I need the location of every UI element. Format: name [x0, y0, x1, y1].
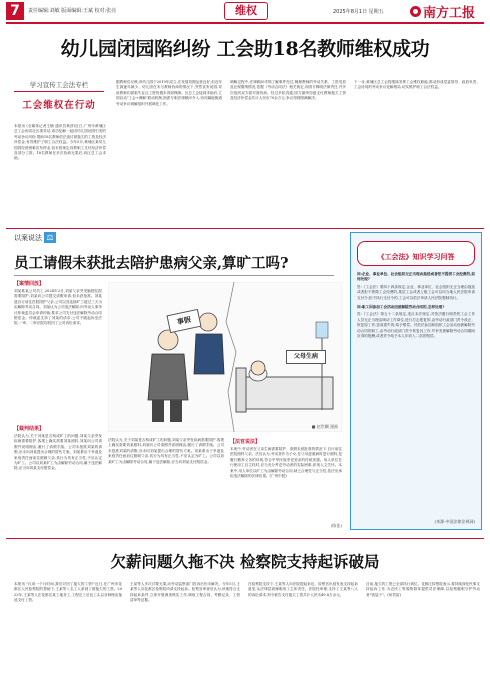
- paper-logo: [410, 3, 475, 19]
- kicker-label: 以案说法: [14, 233, 42, 242]
- story3-col1: 本报讯 "仅用一个月时间,我们讨回了拖欠的工资!"近日,在广州市花都区人民检察院的帮助下,王某等八名工人拿到了被拖欠的工资。2023年,王某等人在花都区某工地务工,工程完工后包工头以各种理由拖延支付工资。: [14, 582, 122, 603]
- column-kicker: 学习宣传工会法专栏: [14, 80, 104, 92]
- qa-q1: 问:企业、事业单位、社会组织无正当理由拖延或者拒不提供工会经费的,如何处理?: [357, 272, 475, 282]
- sign-parent-ill: 父母生病: [286, 350, 326, 364]
- cartoon-credit: ■ 赵世麟 漫画: [311, 424, 338, 429]
- story3-top-rule: [6, 538, 484, 539]
- masthead: [0, 0, 490, 24]
- story1-col3: 调解过程中,法律顾问详细了解事件经过,梳理教师的劳动关系、工资发放及社保缴纳情况,依据《劳动合同法》相关规定,向园方释明法律责任,并多次组织双方面对面协商。经过多轮沟通,园方最终同意支付教师拖欠工资及经济补偿金共计人民币70余万元,争议得到圆满解决。: [230, 80, 346, 101]
- story2-left-col: [14, 280, 102, 530]
- qa-box-title: [357, 241, 475, 266]
- sign-leave: 事假: [166, 309, 201, 333]
- paper-name: 南方工报: [423, 5, 476, 21]
- qa-box: [350, 232, 482, 530]
- story1-col1: 本报讯 (全媒体记者王楠 通讯员黄淳)近日,广州市黄埔区总工会协同社区指导站,成功化解一起因幼儿园闭园引发的劳动争议纠纷,帮助18名教师依法追讨被拖欠的工资及经济补偿金,有效维护了职工合法权益。今年5月,黄埔区某幼儿园因经营困难宣布停业,但未按规定向教职工支付经济补偿及部分工资。18名教师在多次协商无果后,向区总工会求助。: [14, 124, 106, 161]
- judgement-text: 法院认为,关于刘某是否构成旷工的问题,刘某父亲突发疾病需要陪护,客观上确实需要刘某照料,刘某向公司请假并说明理由,履行了请假手续。公司未批准刘某的请假,亦未向刘某提出合理的替代方案。刘某系出于孝道及家庭责任而前往照顾父亲,其行为具有正当性,不应认定为旷工。公司以刘某旷工为由解除劳动合同,属于违法解除,应当向刘某支付赔偿金。: [14, 434, 102, 471]
- story3-headline: 欠薪问题久拖不决 检察院支持起诉破局: [110, 552, 380, 571]
- logo-icon: [410, 6, 421, 17]
- qa-a1: 答:《工会法》第四十四条规定,企业、事业单位、社会组织无正当理由拖延或者拒不拨缴工会经费的,基层工会或者上级工会可以向当地人民法院申请支付令;拒不执行支付令的,工会可以依法申请人民法院强制执行。: [357, 284, 475, 300]
- story3-col4: 目前,拖欠的工资已全部执行到位。花都区检察院表示,将持续深化民事支持起诉工作,为农民工等弱势群体提供司法保障,以检察履职守护劳动者"钱袋子"。(何君裕): [366, 582, 480, 597]
- editors-line: 责任编辑:刘敏 版面编辑:王斌 校对:张亮: [28, 8, 117, 14]
- story1-kicker-box: [14, 80, 104, 120]
- issue-date: 2025年8月1日 星期五: [333, 9, 384, 15]
- story1-headline: 幼儿园闭园陷纠纷 工会助18名教师维权成功: [60, 38, 430, 60]
- story1-col2: 据教师们反映,该幼儿园于2019年成立,在发展初期运营良好,但近年生源逐年减少。幼儿园在未与教师协商的情况下,突然宣布闭园,导致教师们面临失业且工资待遇未得到保障。区总工会接到求助后,立即启动"工会+调解"联动机制,指派专职法律顾问介入,协同属地街道劳动争议调解组织开展调处工作。: [116, 80, 222, 106]
- story2-headline-rule: [14, 275, 334, 276]
- page-number-badge: 7: [6, 2, 24, 20]
- qa-box-title-text: 《工会法》知识学习问答: [377, 252, 455, 261]
- story2-right-col: [230, 438, 342, 530]
- qa-q2: 问:职工因参加工会活动而被解除劳动合同的,怎样处理?: [357, 305, 445, 310]
- story3-col3: 在检察院支持下,王某等人向法院提起诉讼。检察官出庭发表支持起诉意见,从法律层面阐明用工主体责任。法院经审理,支持了王某等八人的诉讼请求,判令被告支付拖欠工资共计人民币49.8万余元。: [248, 582, 358, 597]
- column-subtitle: 工会维权在行动: [22, 100, 96, 111]
- story2-byline: (陈佳): [330, 523, 342, 528]
- story1-col4: 下一步,黄埔区总工会将继续发挥工会维权职能,推动形成党委领导、政府负责、工会协同的劳动争议化解格局,切实维护职工合法权益。: [354, 80, 480, 90]
- story2-top-rule: [6, 228, 484, 229]
- judgement-text-cont: 法院认为,关于刘某是否构成旷工的问题,刘某父亲突发疾病需要陪护,客观上确实需要刘某照料,刘某向公司请假并说明理由,履行了请假手续。公司未批准刘某的请假,亦未向刘某提出合理的替代方案。刘某系出于孝道及家庭责任而前往照顾父亲,其行为具有正当性,不应认定为旷工。公司以刘某旷工为由解除劳动合同,属于违法解除,应当向刘某支付赔偿金。: [108, 438, 224, 464]
- case-heading: 【案情回放】: [14, 281, 45, 287]
- story2-headline: 员工请假未获批去陪护患病父亲,算旷工吗?: [14, 255, 289, 272]
- cartoon-illustration: [108, 282, 342, 432]
- story2-mid-col: [108, 438, 224, 530]
- case-text: 刘某系某公司员工,2024年2月,刘某父亲突发脑梗住院需要陪护,刘某向公司提交请假申请,但未获批准。刘某遂自行前往医院陪护父亲,公司以其连续旷工超过三天为由解除劳动合同。刘某认为公司违法解除,向劳动人事争议仲裁委员会申请仲裁,要求公司支付违法解除劳动合同赔偿金。仲裁委支持了刘某的请求,公司不服起诉至法院,一审、二审法院均驳回了公司诉讼请求。: [14, 289, 102, 326]
- scales-icon: ⚖: [44, 232, 56, 243]
- story3-col2: 王某等人多次讨要无果,向劳动监察部门投诉后仍未解决。今年5月,王某等人向花都区检察院申请支持起诉。检察官审查后认为,该案符合支持起诉条件,立即开展调查核实工作,调取工程合同、考勤记录、工资清单等证据。: [130, 582, 240, 603]
- analysis-heading: 【法官说法】: [230, 439, 261, 445]
- analysis-text: 本案中,劳动者在父亲生病需要陪护、请假未被批准的情况下,自行前往医院照料父亲。法官认为,劳动者作为子女,在父母患重病时进行照料,是履行赡养义务的体现,符合中华民族孝老爱亲的传统美德。用人单位在行使用工自主权时,应当充分考虑劳动者的实际困难,体现人文关怀。本案中,用人单位以旷工为由解除劳动合同,缺乏合理性与正当性,依法应承担违法解除的法律后果。(广州中院): [230, 447, 342, 479]
- section-label: 维权: [235, 4, 257, 17]
- judgement-heading: 【裁判结果】: [14, 426, 45, 432]
- story2-kicker: [14, 232, 56, 243]
- qa-source: (来源:中国法律法规网): [434, 519, 475, 524]
- masthead-rule: [6, 22, 484, 24]
- section-tag: [224, 2, 268, 20]
- qa-a2: 答:《工会法》第五十二条规定,违反本法规定,对依法履行职责的工会工作人员无正当理由调动工作岗位,进行打击报复的,由劳动行政部门责令改正、恢复原工作;造成损失的,给予赔偿。对依法参加和组织工会活动而被解除劳动合同的职工,由劳动行政部门责令恢复其工作,并补发被解除劳动合同期间应得的报酬,或者责令给予本人年收入二倍的赔偿。: [357, 312, 475, 339]
